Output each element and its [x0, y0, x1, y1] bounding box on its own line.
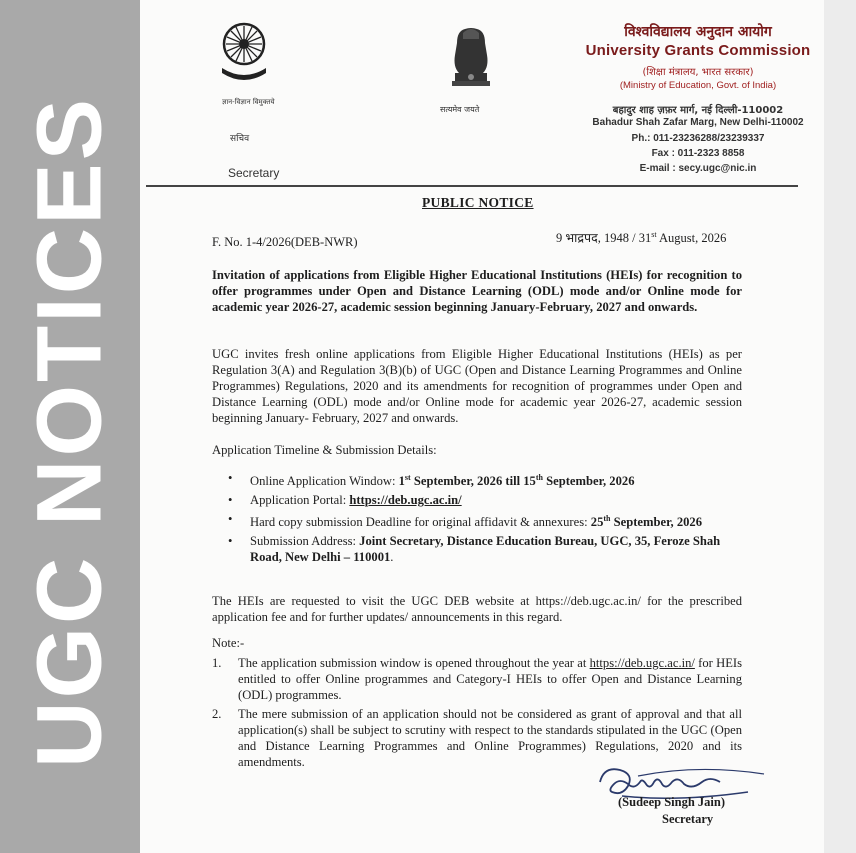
- notice-subject: Invitation of applications from Eligible Higher Educational Institutions (HEIs) for recognition to offer programmes under Open and Distance Learning (ODL) mode and/or Online mode for academic year 2026-27, academic session beginning January-February, 2027 and onwards.: [212, 268, 742, 314]
- note-item: 1. The application submission window is opened throughout the year at https://deb.ugc.ac.in/ for HEIs entitled to offer Online programmes and Category-I HEIs to offer Open and Distance Learning (ODL) programmes.: [212, 656, 742, 702]
- timeline-heading: Application Timeline & Submission Details:: [212, 443, 437, 457]
- secretary-label: Secretary: [228, 166, 280, 180]
- portal-link[interactable]: https://deb.ugc.ac.in/: [349, 493, 462, 508]
- ugc-logo-icon: [218, 20, 270, 88]
- notes-list: [212, 655, 742, 773]
- org-name-hindi: विश्वविद्यालय अनुदान आयोग: [624, 24, 772, 40]
- file-number: F. No. 1-4/2026(DEB-NWR): [212, 235, 358, 249]
- national-emblem-icon: [443, 25, 499, 101]
- list-item: • Online Application Window: 1st September, 2026 till 15th September, 2026: [228, 471, 635, 489]
- side-banner: [0, 0, 140, 853]
- signatory-title: Secretary: [662, 812, 714, 826]
- list-item: • Hard copy submission Deadline for original affidavit & annexures: 25th September, 2026: [228, 512, 703, 530]
- notice-document: [140, 0, 824, 853]
- page-title: PUBLIC NOTICE: [422, 195, 534, 210]
- side-banner-text: UGC NOTICES: [18, 96, 121, 768]
- ministry-hindi: (शिक्षा मंत्रालय, भारत सरकार): [642, 67, 754, 78]
- ministry-english: (Ministry of Education, Govt. of India): [619, 80, 777, 91]
- signatory-name: (Sudeep Singh Jain): [618, 795, 725, 809]
- logo-motto: ज्ञान-विज्ञान विमुक्तये: [222, 98, 275, 106]
- note-heading: Note:-: [212, 636, 245, 650]
- fax-number: Fax : 011-2323 8858: [651, 148, 745, 159]
- notice-date: 9 भाद्रपद, 1948 / 31st August, 2026: [556, 229, 727, 245]
- visit-paragraph: The HEIs are requested to visit the UGC DEB website at https://deb.ugc.ac.in/ for the prescribed application fee and for further updates/ announcements in this regard.: [212, 594, 742, 624]
- org-name-english: University Grants Commission: [585, 42, 811, 59]
- address-hindi: बहादुर शाह ज़फ़र मार्ग, नई दिल्ली-110002: [612, 105, 784, 116]
- phone-number: Ph.: 011-23236288/23239337: [631, 133, 765, 144]
- emblem-caption: सत्यमेव जयते: [440, 105, 480, 114]
- intro-paragraph: UGC invites fresh online applications from Eligible Higher Educational Institutions (HEIs) as per Regulation 3(A) and Regulation 3(B)(b) of UGC (Open and Distance Learning Programmes and Online Programmes) Regulations, 2020 and its amendments for recognition of programmes under Open and Distance Learning (ODL) mode and/or Online mode for academic year 2026-27, academic session beginning January- February, 2027 and onwards.: [212, 347, 742, 425]
- right-margin: [824, 0, 856, 853]
- application-portal-link[interactable]: https://deb.ugc.ac.in/: [589, 656, 695, 670]
- list-item: • Application Portal: https://deb.ugc.ac.in/: [228, 493, 462, 508]
- timeline-list: [228, 470, 744, 568]
- note-item: 2. The mere submission of an application should not be considered as grant of approval and that all application(s) shall be subject to scrutiny with respect to the standards stipulated in the UGC (Open and Distance Learning Programmes and Online Programmes) Regulations, 2020 and its amendments.: [212, 707, 742, 769]
- header-divider: [146, 185, 798, 187]
- hindi-secretary-label: सचिव: [230, 134, 250, 144]
- address-english: Bahadur Shah Zafar Marg, New Delhi-110002: [592, 117, 804, 128]
- list-item: • Submission Address: Joint Secretary, Distance Education Bureau, UGC, 35, Feroze Shah Road, New Delhi – 110001.: [228, 534, 721, 565]
- email-address: E-mail : secy.ugc@nic.in: [639, 163, 757, 174]
